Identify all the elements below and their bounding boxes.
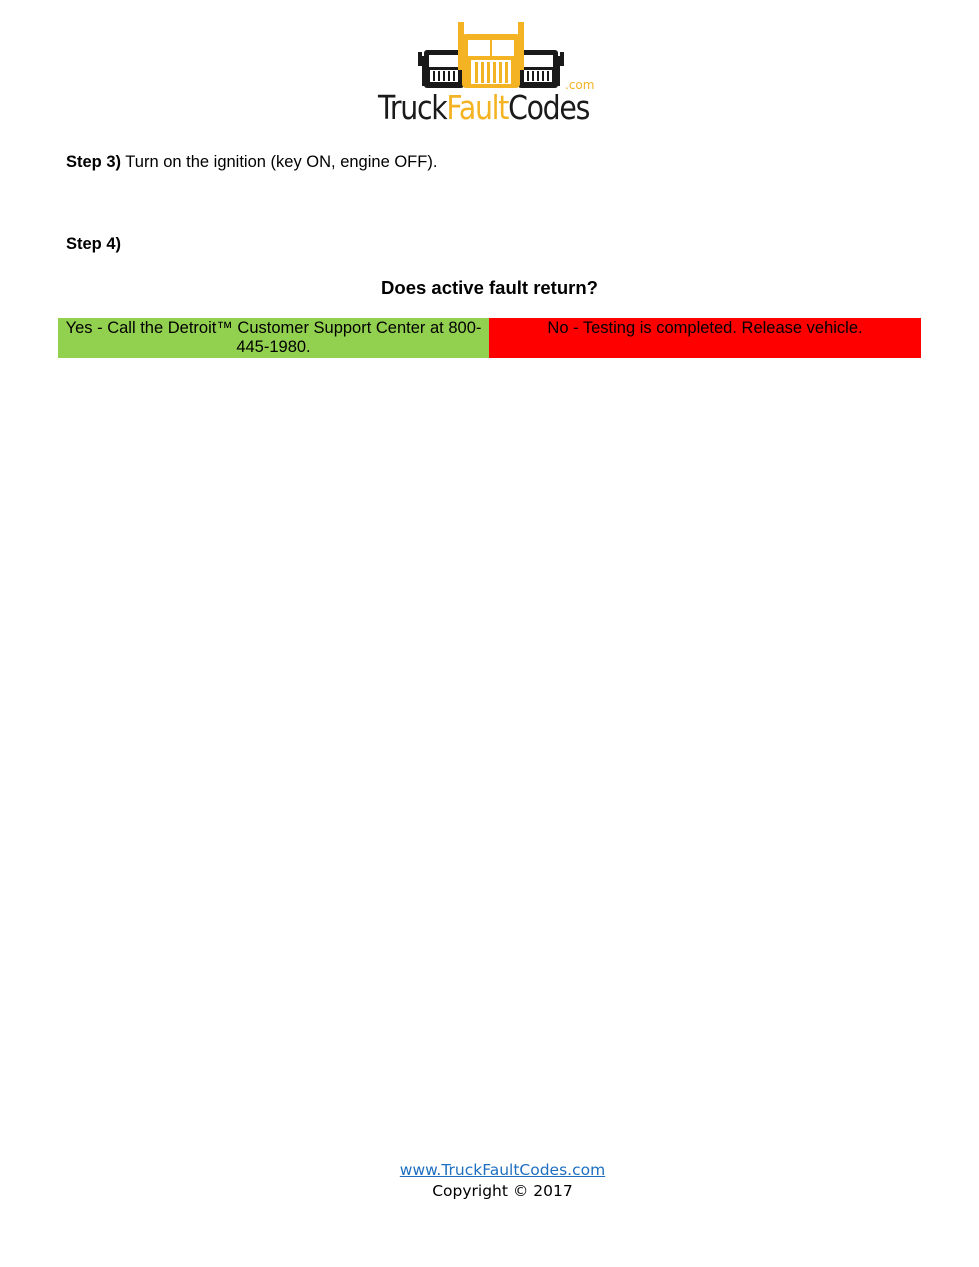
brand-suffix: .com bbox=[565, 78, 595, 92]
step-3 bbox=[66, 153, 437, 172]
answer-yes: Yes - Call the Detroit™ Customer Support Center at 800-445-1980. bbox=[58, 318, 489, 358]
step-3-text: Turn on the ignition (key ON, engine OFF). bbox=[121, 153, 438, 171]
brand-logo bbox=[378, 20, 604, 128]
step-4-label: Step 4) bbox=[66, 235, 122, 253]
footer-link[interactable]: www.TruckFaultCodes.com bbox=[399, 1161, 606, 1179]
brand-wordmark: TruckFaultCodes bbox=[378, 88, 590, 127]
step-3-label: Step 3) bbox=[66, 153, 122, 171]
answer-no: No - Testing is completed. Release vehicle. bbox=[489, 318, 921, 358]
copyright-text: Copyright © 2017 bbox=[432, 1182, 573, 1200]
footer bbox=[0, 1160, 979, 1202]
answer-table bbox=[58, 318, 921, 358]
question-heading: Does active fault return? bbox=[381, 277, 598, 298]
